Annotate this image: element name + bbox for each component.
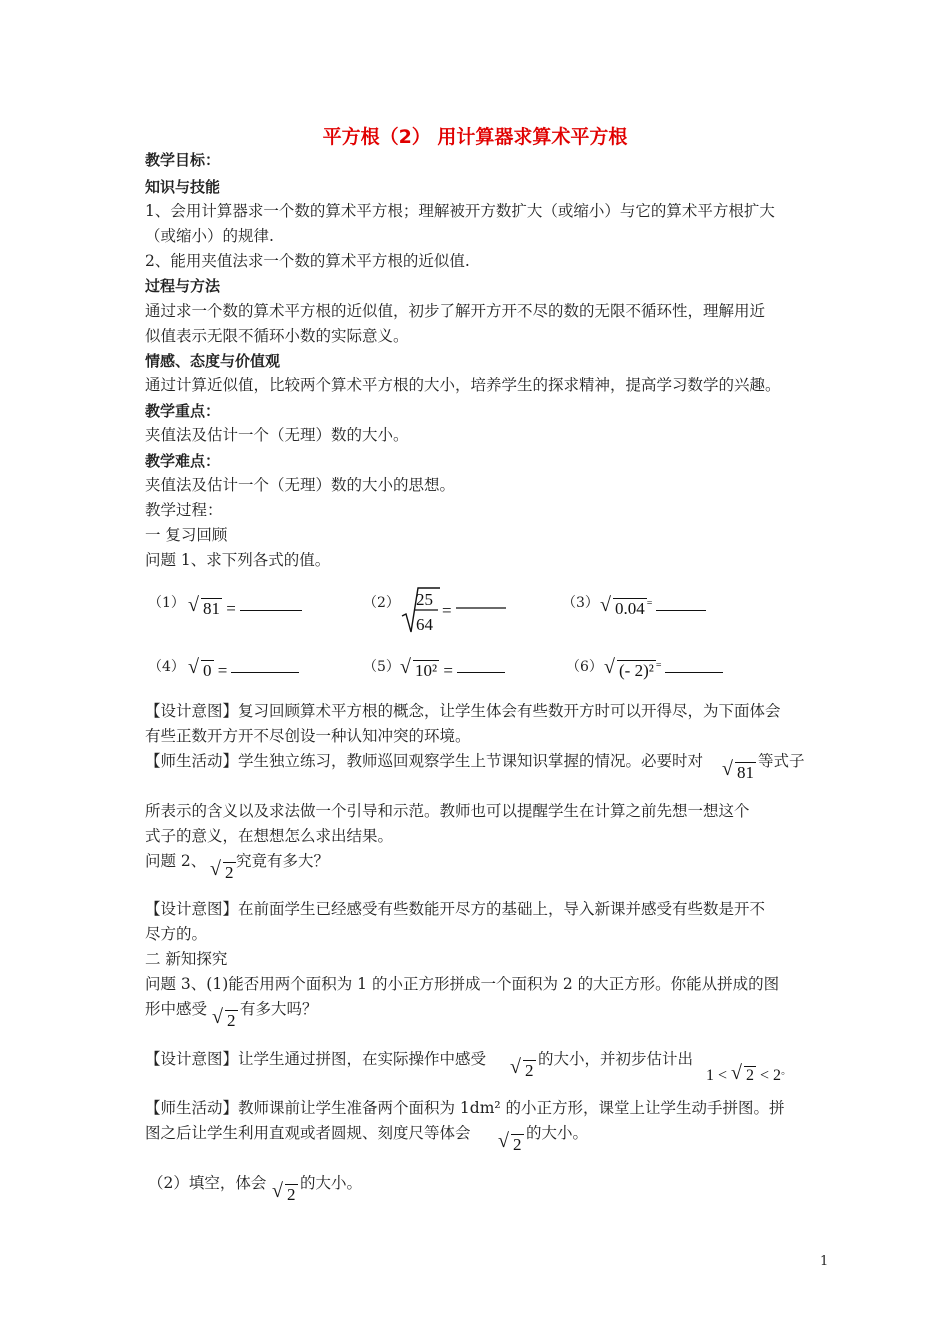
- exercise-expression: [400, 586, 515, 641]
- sqrt-2-expression: √ 2: [272, 1184, 298, 1205]
- design-intent: 【设计意图】复习回顾算术平方根的概念，让学生体会有些数开方时可以开得尽，为下面体会: [145, 702, 781, 720]
- exercise-expression: √ 0 =: [188, 660, 299, 681]
- section-new-knowledge: 二 新知探究: [145, 950, 228, 968]
- page-title: 平方根（2） 用计算器求算术平方根: [322, 126, 628, 148]
- inequality: 1 < √ 2 < 2。: [706, 1062, 791, 1085]
- exercise-label: （6）: [566, 659, 603, 675]
- question-3-part-2-tail: 的大小。: [300, 1174, 363, 1192]
- exercise-label: （1）: [148, 595, 185, 611]
- svg-text:=: =: [442, 601, 452, 620]
- paragraph: 通过求一个数的算术平方根的近似值，初步了解开方开不尽的数的无限不循环性，理解用近: [145, 302, 766, 320]
- paragraph: 夹值法及估计一个（无理）数的大小的思想。: [145, 476, 456, 494]
- question-3: 问题 3、(1)能否用两个面积为 1 的小正方形拼成一个面积为 2 的大正方形。你能从拼成的图: [145, 975, 780, 993]
- heading-knowledge-skills: 知识与技能: [145, 178, 221, 196]
- teacher-activity: 图之后让学生利用直观或者圆规、刻度尺等体会: [145, 1124, 471, 1142]
- design-intent: 尽方的。: [145, 925, 208, 943]
- question-3: 形中感受: [145, 1000, 208, 1018]
- paragraph: 1、会用计算器求一个数的算术平方根；理解被开方数扩大（或缩小）与它的算术平方根扩大: [145, 202, 775, 220]
- paragraph: 2、能用夹值法求一个数的算术平方根的近似值.: [145, 252, 470, 270]
- teacher-activity-tail: 等式子: [758, 752, 805, 770]
- heading-difficult-points: 教学难点：: [145, 452, 221, 470]
- exercise-label: （3）: [562, 595, 599, 611]
- design-intent: 【设计意图】让学生通过拼图，在实际操作中感受: [145, 1050, 487, 1068]
- paragraph: 夹值法及估计一个（无理）数的大小。: [145, 426, 409, 444]
- design-intent: 有些正数开方开不尽创设一种认知冲突的环境。: [145, 727, 471, 745]
- sqrt-2-expression: √ 2: [510, 1060, 536, 1081]
- heading-key-points: 教学重点：: [145, 402, 221, 420]
- paragraph: 似值表示无限不循环小数的实际意义。: [145, 327, 409, 345]
- svg-text:64: 64: [416, 615, 433, 634]
- exercise-label: （5）: [363, 659, 400, 675]
- exercise-expression: √ 81 =: [188, 598, 302, 619]
- paragraph: 教学过程：: [145, 501, 223, 519]
- teacher-activity: 【师生活动】学生独立练习，教师巡回观察学生上节课知识掌握的情况。必要时对: [145, 752, 704, 770]
- design-intent-mid: 的大小，并初步估计出: [538, 1050, 694, 1068]
- teacher-activity: 【师生活动】教师课前让学生准备两个面积为 1dm² 的小正方形，课堂上让学生动手拼图。拼: [145, 1099, 785, 1117]
- question-3-part-2: （2）填空，体会: [148, 1174, 267, 1192]
- sqrt-fraction-icon: [400, 586, 515, 636]
- question-3-tail: 有多大吗？: [240, 1000, 318, 1018]
- teacher-activity-tail: 的大小。: [526, 1124, 589, 1142]
- svg-text:25: 25: [416, 590, 433, 609]
- heading-process-method: 过程与方法: [145, 277, 221, 295]
- question-1: 问题 1、求下列各式的值。: [145, 551, 331, 569]
- page-number: 1: [820, 1254, 829, 1269]
- heading-teaching-goals: 教学目标：: [145, 151, 221, 169]
- sqrt-2-expression: √ 2: [212, 1010, 238, 1031]
- question-2: 问题 2、: [145, 852, 207, 870]
- exercise-expression: √ 10² =: [400, 660, 505, 681]
- exercise-expression: √ (- 2)² =: [604, 660, 723, 681]
- question-2-tail: 究竟有多大？: [236, 852, 330, 870]
- heading-emotion-attitude: 情感、态度与价值观: [145, 352, 281, 370]
- paragraph: 通过计算近似值，比较两个算术平方根的大小，培养学生的探求精神，提高学习数学的兴趣。: [145, 376, 781, 394]
- exercise-expression: √ 0.04 =: [600, 598, 706, 619]
- teacher-activity: 所表示的含义以及求法做一个引导和示范。教师也可以提醒学生在计算之前先想一想这个: [145, 802, 750, 820]
- paragraph: （或缩小）的规律.: [145, 227, 274, 245]
- section-review: 一 复习回顾: [145, 526, 228, 544]
- sqrt-2-expression: √ 2: [210, 862, 236, 883]
- teacher-activity: 式子的意义，在想想怎么求出结果。: [145, 827, 394, 845]
- sqrt-2-expression: √ 2: [498, 1134, 524, 1155]
- design-intent: 【设计意图】在前面学生已经感受有些数能开尽方的基础上，导入新课并感受有些数是开不: [145, 900, 766, 918]
- exercise-label: （4）: [148, 659, 185, 675]
- exercise-label: （2）: [363, 595, 400, 611]
- sqrt-81-expression: √ 81: [722, 762, 756, 783]
